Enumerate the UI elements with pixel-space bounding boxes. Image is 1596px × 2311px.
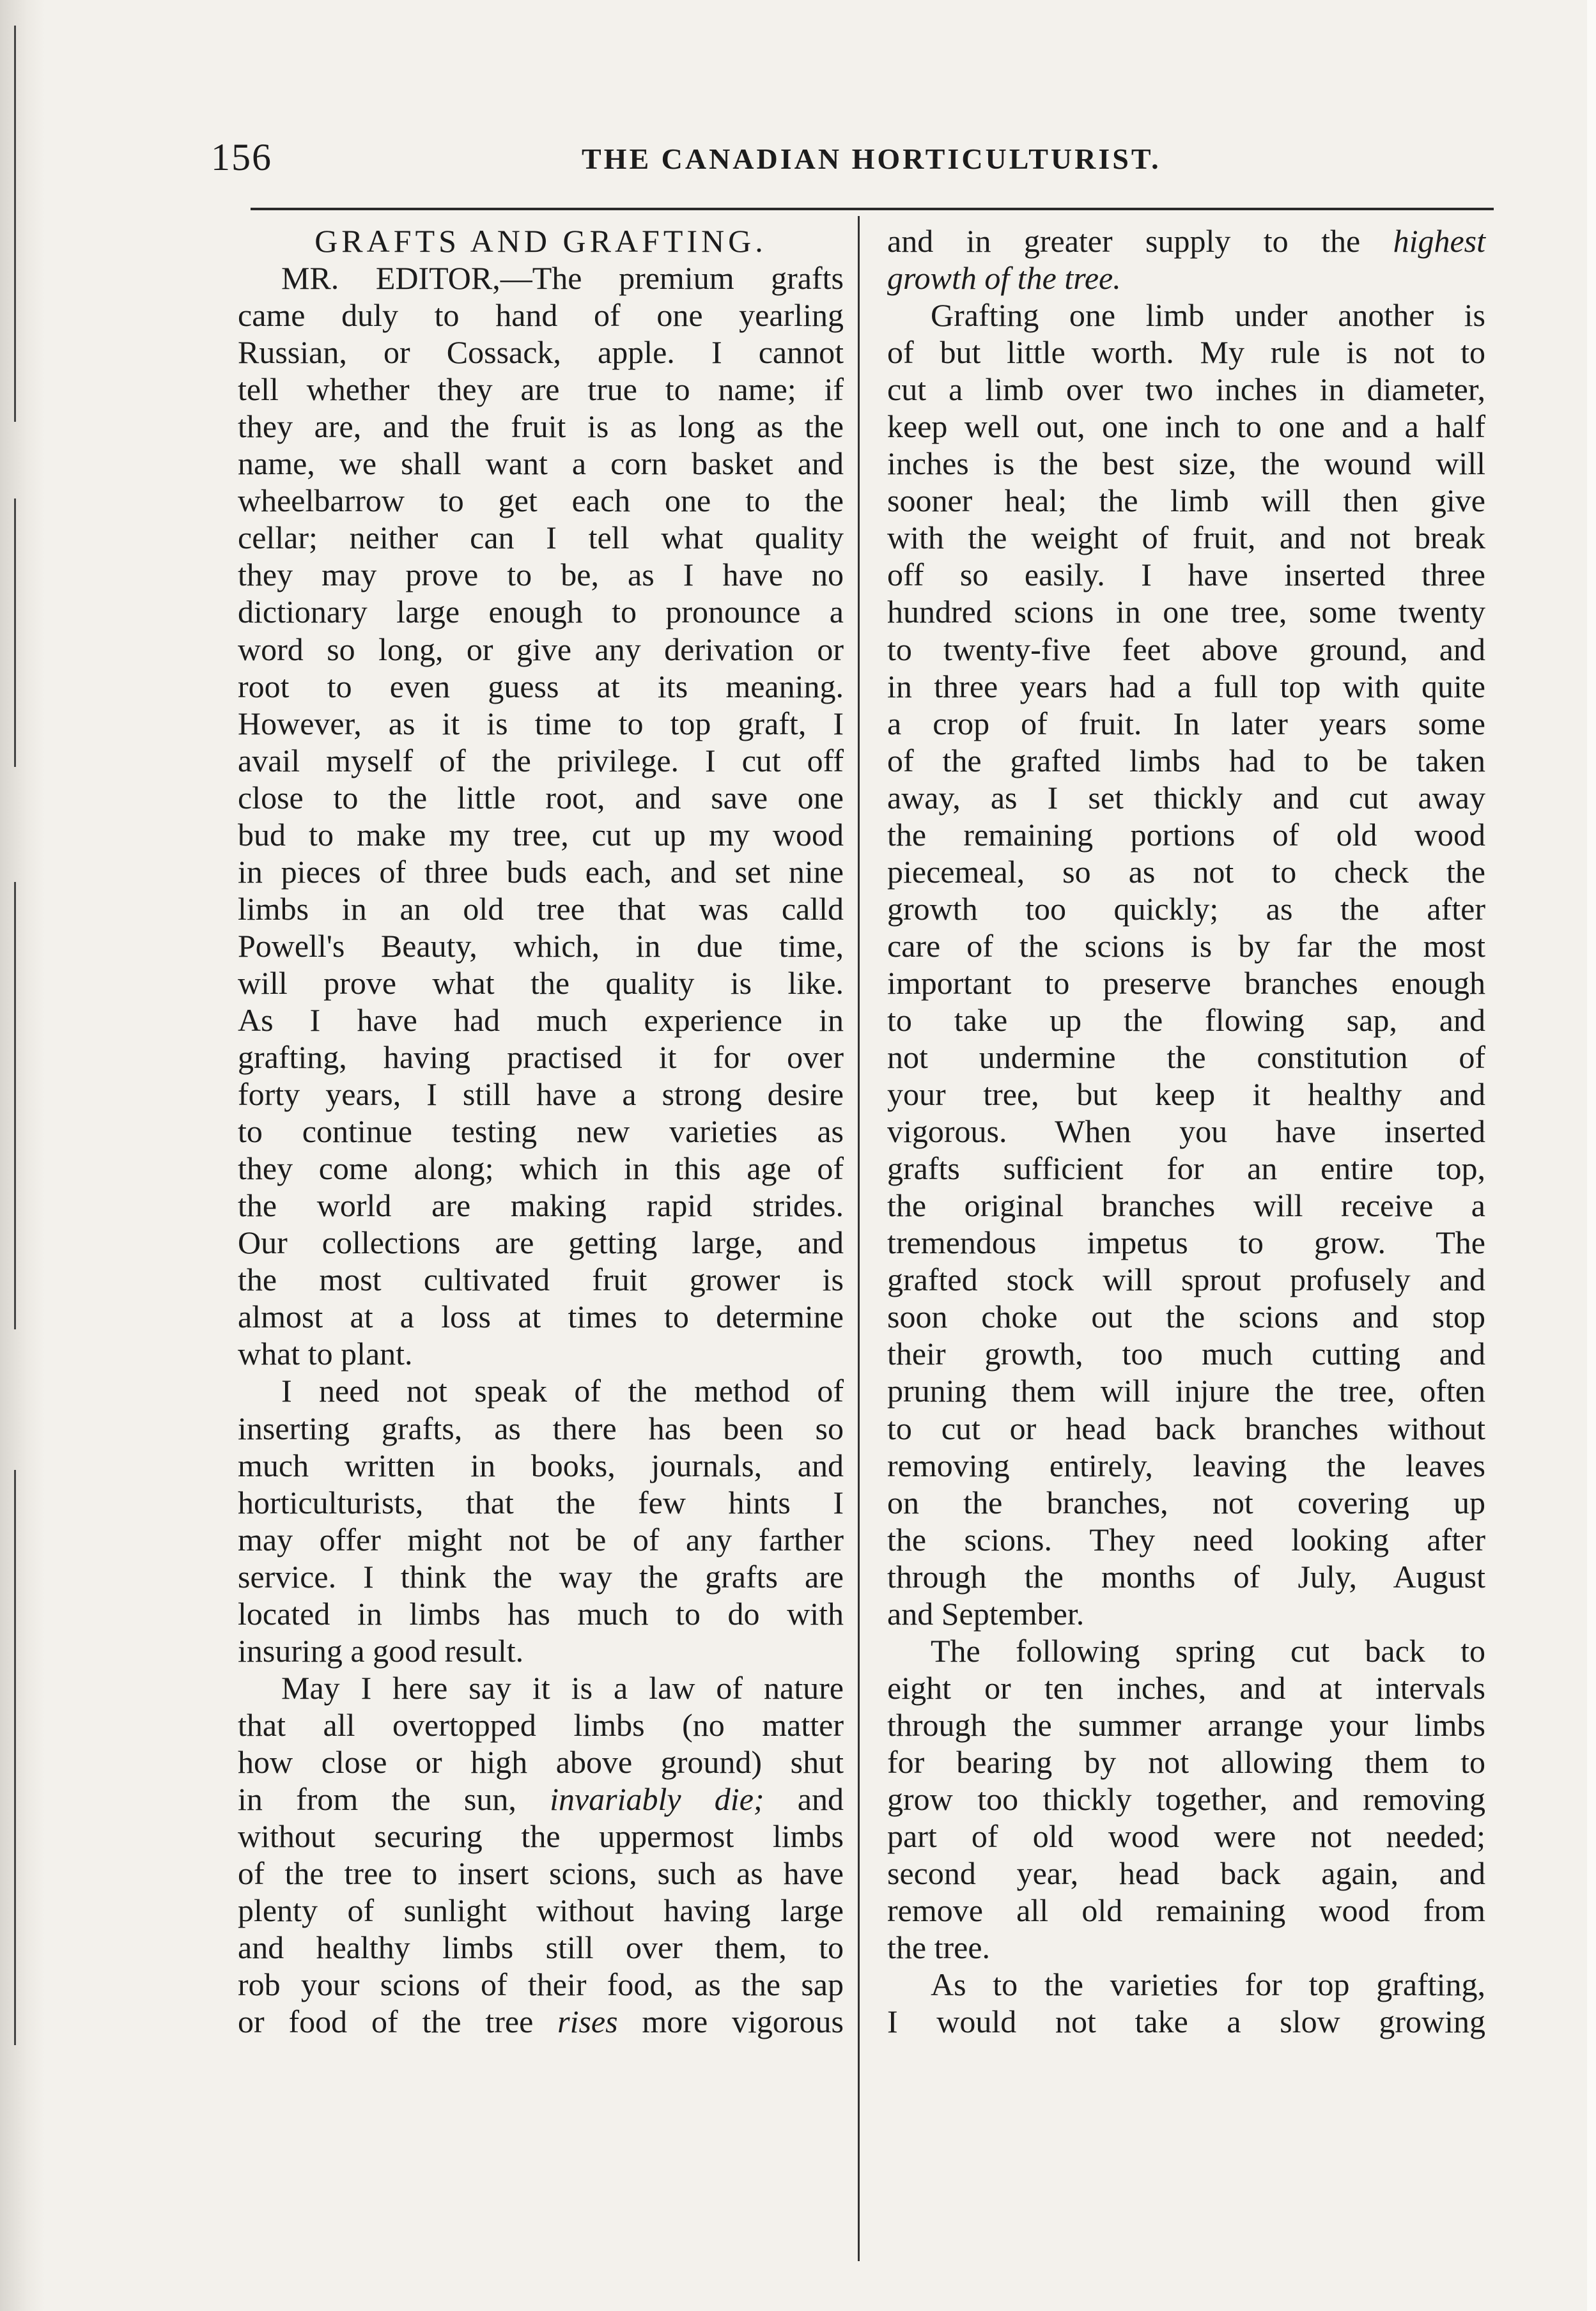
- text-line: rob your scions of their food, as the sap: [238, 1967, 844, 2003]
- text-line: may offer might not be of any farther: [238, 1521, 844, 1557]
- text-line: important to preserve branches enough: [887, 964, 1485, 1001]
- text-line: to take up the flowing sap, and: [887, 1001, 1485, 1038]
- text-line: inches is the best size, the wound will: [887, 445, 1485, 482]
- text-line: grafting, having practised it for over: [238, 1039, 844, 1076]
- text-line: with the weight of fruit, and not break: [887, 520, 1485, 556]
- text-line: without securing the uppermost limbs: [238, 1818, 844, 1855]
- text-line: they may prove to be, as I have no: [238, 557, 844, 593]
- binding-shadow-line: [14, 882, 16, 1329]
- text-line: what to plant.: [238, 1336, 413, 1372]
- column-divider: [858, 216, 860, 2261]
- text-line: care of the scions is by far the most: [887, 927, 1485, 964]
- text-line: and September.: [887, 1595, 1085, 1632]
- text-line: horticulturists, that the few hints I: [238, 1484, 844, 1520]
- text-line: cellar; neither can I tell what quality: [238, 520, 844, 556]
- text-line: the tree.: [887, 1929, 991, 1966]
- text-line: or food of the tree rises more vigorous: [238, 2004, 844, 2040]
- text-line: the original branches will receive a: [887, 1187, 1485, 1224]
- text-line: pruning them will injure the tree, often: [887, 1373, 1485, 1409]
- text-line: cut a limb over two inches in diameter,: [887, 371, 1485, 408]
- text-line: away, as I set thickly and cut away: [887, 779, 1485, 815]
- text-line: that all overtopped limbs (no matter: [238, 1706, 844, 1743]
- text-line: Grafting one limb under another is: [931, 297, 1485, 334]
- text-line: to twenty-five feet above ground, and: [887, 631, 1485, 667]
- text-line: they come along; which in this age of: [238, 1150, 844, 1187]
- page-binding-edge: [0, 0, 45, 2311]
- page-number: 156: [211, 136, 272, 178]
- text-line: I would not take a slow growing: [887, 2004, 1485, 2040]
- text-line: located in limbs has much to do with: [238, 1595, 844, 1632]
- text-line: name, we shall want a corn basket and: [238, 445, 844, 482]
- text-line: removing entirely, leaving the leaves: [887, 1447, 1485, 1483]
- text-line: your tree, but keep it healthy and: [887, 1076, 1485, 1113]
- text-line: As I have had much experience in: [238, 1001, 844, 1038]
- running-head: THE CANADIAN HORTICULTURIST.: [582, 143, 1161, 175]
- text-line: vigorous. When you have inserted: [887, 1113, 1485, 1150]
- text-line: and in greater supply to the highest: [887, 223, 1485, 259]
- text-line: in three years had a full top with quite: [887, 668, 1485, 704]
- text-line: grafts sufficient for an entire top,: [887, 1150, 1485, 1187]
- binding-shadow-line: [14, 26, 16, 422]
- text-line: As to the varieties for top grafting,: [931, 1967, 1485, 2003]
- text-line: wheelbarrow to get each one to the: [238, 483, 844, 519]
- text-line: to continue testing new varieties as: [238, 1113, 844, 1150]
- text-line: soon choke out the scions and stop: [887, 1299, 1485, 1335]
- text-line: growth of the tree.: [887, 260, 1121, 297]
- text-line: hundred scions in one tree, some twenty: [887, 594, 1485, 630]
- text-line: much written in books, journals, and: [238, 1447, 844, 1483]
- text-line: Our collections are getting large, and: [238, 1225, 844, 1261]
- text-line: bud to make my tree, cut up my wood: [238, 816, 844, 853]
- text-line: The following spring cut back to: [931, 1632, 1485, 1669]
- text-line: May I here say it is a law of nature: [281, 1669, 844, 1706]
- text-line: almost at a loss at times to determine: [238, 1299, 844, 1335]
- text-line: insuring a good result.: [238, 1632, 524, 1669]
- text-line: Powell's Beauty, which, in due time,: [238, 927, 844, 964]
- text-line: remove all old remaining wood from: [887, 1892, 1485, 1929]
- text-line: plenty of sunlight without having large: [238, 1892, 844, 1929]
- text-line: eight or ten inches, and at intervals: [887, 1669, 1485, 1706]
- text-line: inserting grafts, as there has been so: [238, 1410, 844, 1446]
- text-line: will prove what the quality is like.: [238, 964, 844, 1001]
- text-line: a crop of fruit. In later years some: [887, 705, 1485, 741]
- text-line: I need not speak of the method of: [281, 1373, 844, 1409]
- text-line: the remaining portions of old wood: [887, 816, 1485, 853]
- text-line: grow too thickly together, and removing: [887, 1781, 1485, 1817]
- text-line: off so easily. I have inserted three: [887, 557, 1485, 593]
- text-line: part of old wood were not needed;: [887, 1818, 1485, 1855]
- text-line: how close or high above ground) shut: [238, 1743, 844, 1780]
- text-line: the most cultivated fruit grower is: [238, 1262, 844, 1298]
- binding-shadow-line: [14, 499, 16, 767]
- text-line: in pieces of three buds each, and set nine: [238, 853, 844, 890]
- text-line: avail myself of the privilege. I cut off: [238, 742, 844, 778]
- text-line: the scions. They need looking after: [887, 1521, 1485, 1557]
- text-line: in from the sun, invariably die; and: [238, 1781, 844, 1817]
- text-line: MR. EDITOR,—The premium grafts: [281, 260, 844, 297]
- text-line: for bearing by not allowing them to: [887, 1743, 1485, 1780]
- text-line: grafted stock will sprout profusely and: [887, 1262, 1485, 1298]
- text-line: service. I think the way the grafts are: [238, 1558, 844, 1595]
- text-line: of but little worth. My rule is not to: [887, 334, 1485, 371]
- text-line: of the tree to insert scions, such as have: [238, 1855, 844, 1892]
- text-line: forty years, I still have a strong desire: [238, 1076, 844, 1113]
- text-line: limbs in an old tree that was calld: [238, 890, 844, 927]
- text-line: of the grafted limbs had to be taken: [887, 742, 1485, 778]
- text-line: through the summer arrange your limbs: [887, 1706, 1485, 1743]
- right-column: [887, 222, 1485, 2040]
- text-line: growth too quickly; as the after: [887, 890, 1485, 927]
- text-line: close to the little root, and save one: [238, 779, 844, 815]
- page-right-edge: [1587, 0, 1596, 2311]
- left-column: [238, 222, 844, 2040]
- text-line: second year, head back again, and: [887, 1855, 1485, 1892]
- text-line: tremendous impetus to grow. The: [887, 1225, 1485, 1261]
- text-line: root to even guess at its meaning.: [238, 668, 844, 704]
- article-title: GRAFTS AND GRAFTING.: [314, 223, 767, 259]
- text-line: dictionary large enough to pronounce a: [238, 594, 844, 630]
- header-rule: [251, 208, 1494, 210]
- text-line: and healthy limbs still over them, to: [238, 1929, 844, 1966]
- text-line: they are, and the fruit is as long as the: [238, 408, 844, 445]
- text-line: piecemeal, so as not to check the: [887, 853, 1485, 890]
- text-line: to cut or head back branches without: [887, 1410, 1485, 1446]
- text-line: came duly to hand of one yearling: [238, 297, 844, 334]
- text-line: Russian, or Cossack, apple. I cannot: [238, 334, 844, 371]
- text-line: However, as it is time to top graft, I: [238, 705, 844, 741]
- text-line: word so long, or give any derivation or: [238, 631, 844, 667]
- binding-shadow-line: [14, 1470, 16, 2045]
- text-line: on the branches, not covering up: [887, 1484, 1485, 1520]
- text-line: tell whether they are true to name; if: [238, 371, 844, 408]
- text-line: sooner heal; the limb will then give: [887, 483, 1485, 519]
- text-line: keep well out, one inch to one and a half: [887, 408, 1485, 445]
- text-line: their growth, too much cutting and: [887, 1336, 1485, 1372]
- text-line: through the months of July, August: [887, 1558, 1485, 1595]
- text-line: the world are making rapid strides.: [238, 1187, 844, 1224]
- text-line: not undermine the constitution of: [887, 1039, 1485, 1076]
